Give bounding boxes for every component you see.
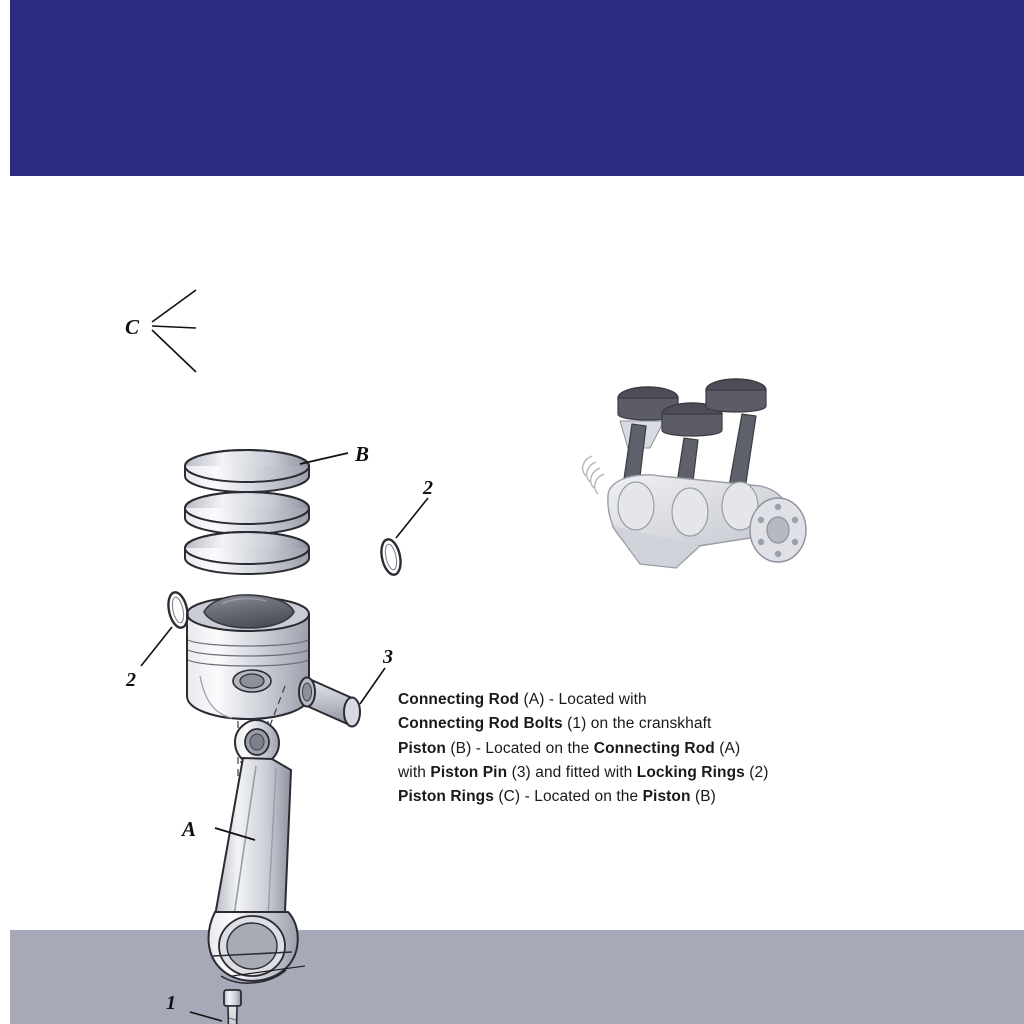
caption-text-1: (A) - Located with [519,691,647,708]
caption-line-5 [398,785,868,809]
callout-3-leader [360,668,385,704]
connecting-rod [209,720,298,983]
top-banner [10,0,1024,176]
caption-text-4b: (3) and fitted with [507,763,637,781]
piston-pin [299,678,360,727]
caption-term-connecting-rod-2: Connecting Rod [593,739,715,757]
callout-c-leaders [152,290,196,372]
callout-b-leader [300,453,348,464]
piston-rings-group [185,450,309,574]
callout-label-a: A [182,817,197,841]
exploded-diagram [0,176,1024,1014]
callout-label-c: C [125,315,140,339]
caption-block [398,688,868,809]
callout-label-b: B [355,442,370,466]
piston-ring-2 [185,492,309,534]
caption-text-2: (1) on the cranskhaft [562,715,712,733]
left-white-strip [0,0,10,176]
caption-text-5a: (C) - Located on the [493,788,643,806]
locking-ring-left [165,591,190,630]
piston-ring-3 [185,532,309,574]
piston-ring-1 [185,450,309,492]
caption-term-connecting-rod: Connecting Rod [398,691,520,708]
caption-term-connecting-rod-bolts: Connecting Rod Bolts [398,715,563,733]
callout-2-left-leader [141,627,172,666]
caption-line-1 [398,688,868,712]
callout-label-3: 3 [383,646,393,668]
caption-text-3a: (B) - Located on the [445,739,594,757]
inset-piston-3 [706,379,766,412]
caption-term-locking-rings: Locking Rings [636,763,745,781]
caption-line-4 [398,761,868,785]
caption-line-3 [398,737,868,761]
caption-term-piston-2: Piston [642,788,691,806]
locking-ring-right [378,538,403,577]
piston-group [187,595,309,719]
inset-crank-nose [583,456,604,494]
caption-term-piston: Piston [398,739,446,757]
diagram-svg [0,176,1024,1014]
crankshaft-assembly-inset [583,379,806,568]
caption-term-piston-pin: Piston Pin [430,763,508,781]
caption-text-4a: with [398,763,431,781]
caption-term-piston-rings: Piston Rings [398,788,494,806]
bottom-banner [10,930,1024,1024]
callout-label-1: 1 [166,992,176,1014]
callout-label-2-right: 2 [423,477,433,499]
caption-text-4c: (2) [744,763,769,781]
caption-text-5b: (B) [690,788,716,806]
callout-2-right-leader [396,498,428,538]
caption-line-2 [398,712,868,736]
caption-text-3b: (A) [714,739,741,757]
callout-label-2-left: 2 [126,669,136,691]
